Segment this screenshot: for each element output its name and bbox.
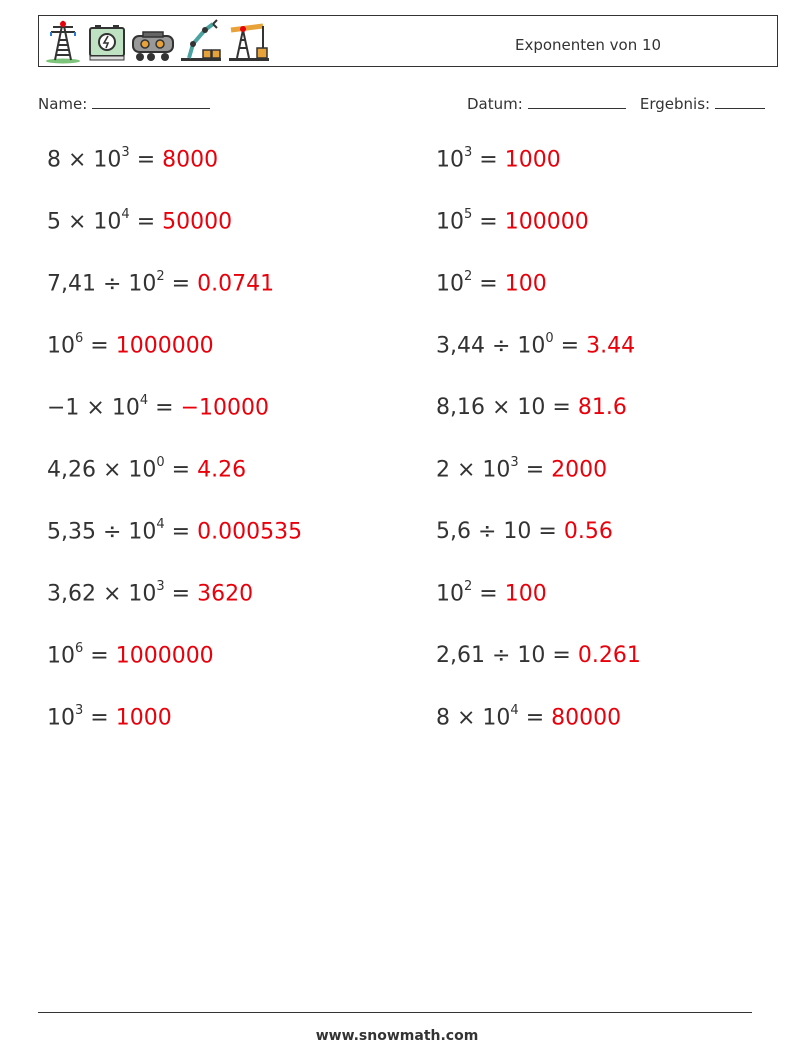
problem-expression: 7,41 ÷ 10 bbox=[47, 271, 157, 297]
equals-sign: = bbox=[148, 395, 181, 421]
name-label: Name: bbox=[38, 95, 88, 113]
problem-answer: 100000 bbox=[504, 209, 589, 235]
problem-exponent: 2 bbox=[464, 579, 473, 594]
problem-expression: 2 × 10 bbox=[436, 457, 511, 483]
name-blank[interactable] bbox=[92, 95, 210, 109]
battery-icon bbox=[87, 18, 127, 64]
problem-exponent: 3 bbox=[510, 455, 519, 470]
problem-expression: 8 × 10 bbox=[436, 705, 511, 731]
problem-exponent: 4 bbox=[139, 393, 149, 408]
header-box bbox=[38, 15, 778, 67]
problem-answer: 0.0741 bbox=[197, 271, 275, 297]
worksheet-title: Exponenten von 10 bbox=[515, 36, 662, 54]
problem-exponent: 5 bbox=[464, 207, 473, 222]
problem-expression: −1 × 10 bbox=[47, 395, 140, 421]
problem-exponent: 3 bbox=[464, 145, 473, 160]
equals-sign: = bbox=[472, 271, 505, 297]
problem-item bbox=[436, 705, 621, 730]
problem-item bbox=[436, 333, 635, 358]
date-blank[interactable] bbox=[528, 95, 626, 109]
result-blank[interactable] bbox=[715, 95, 765, 109]
problem-item bbox=[47, 147, 218, 172]
problem-expression: 4,26 × 10 bbox=[47, 457, 157, 483]
equals-sign: = bbox=[164, 457, 198, 483]
result-label: Ergebnis: bbox=[639, 95, 711, 113]
problem-exponent: 3 bbox=[75, 703, 84, 718]
problem-exponent: 0 bbox=[545, 331, 554, 346]
equals-sign: = bbox=[83, 333, 116, 359]
equals-sign: = bbox=[83, 643, 116, 669]
problem-answer: 4.26 bbox=[197, 457, 247, 483]
problem-item bbox=[436, 147, 561, 172]
equals-sign: = bbox=[518, 457, 552, 483]
problem-exponent: 4 bbox=[156, 517, 165, 532]
problem-answer: −10000 bbox=[180, 395, 269, 421]
equals-sign: = bbox=[545, 395, 578, 420]
tank-wagon-icon bbox=[131, 18, 175, 64]
problem-expression: 10 bbox=[47, 333, 75, 359]
problem-answer: 1000000 bbox=[115, 333, 214, 359]
equals-sign: = bbox=[531, 519, 564, 544]
problem-answer: 1000 bbox=[115, 705, 172, 731]
problem-answer: 100 bbox=[504, 581, 547, 607]
problem-item bbox=[47, 395, 269, 420]
problem-item bbox=[47, 333, 214, 358]
problem-expression: 10 bbox=[436, 147, 464, 173]
problem-answer: 1000000 bbox=[115, 643, 214, 669]
problem-answer: 0.000535 bbox=[197, 519, 303, 545]
problem-item bbox=[436, 457, 607, 482]
problem-exponent: 2 bbox=[464, 269, 473, 284]
problem-answer: 80000 bbox=[551, 705, 622, 731]
problem-exponent: 3 bbox=[156, 579, 165, 594]
problem-expression: 8,16 × 10 bbox=[436, 395, 546, 420]
problem-expression: 5,6 ÷ 10 bbox=[436, 519, 532, 544]
problem-item bbox=[47, 581, 253, 606]
problem-answer: 81.6 bbox=[577, 395, 627, 420]
problem-exponent: 0 bbox=[156, 455, 165, 470]
problem-item bbox=[436, 643, 641, 668]
problem-item bbox=[47, 271, 274, 296]
problem-item bbox=[436, 519, 613, 544]
problem-exponent: 2 bbox=[156, 269, 165, 284]
name-field bbox=[38, 95, 210, 113]
equals-sign: = bbox=[472, 581, 505, 607]
problem-expression: 10 bbox=[436, 209, 464, 235]
equals-sign: = bbox=[553, 333, 587, 359]
power-tower-icon bbox=[43, 18, 83, 64]
problem-exponent: 4 bbox=[121, 207, 130, 222]
problem-expression: 10 bbox=[436, 581, 464, 607]
header-icons bbox=[43, 18, 271, 64]
equals-sign: = bbox=[164, 519, 198, 545]
problem-item bbox=[47, 519, 302, 544]
problem-expression: 3,62 × 10 bbox=[47, 581, 157, 607]
problem-answer: 1000 bbox=[504, 147, 561, 173]
problem-answer: 2000 bbox=[551, 457, 608, 483]
equals-sign: = bbox=[518, 705, 552, 731]
problem-item bbox=[436, 209, 589, 234]
equals-sign: = bbox=[164, 581, 198, 607]
problem-item bbox=[47, 705, 172, 730]
problem-item bbox=[436, 581, 547, 606]
equals-sign: = bbox=[164, 271, 198, 297]
problem-item bbox=[436, 271, 547, 296]
problem-exponent: 6 bbox=[75, 331, 84, 346]
equals-sign: = bbox=[83, 705, 116, 731]
problem-answer: 3620 bbox=[197, 581, 254, 607]
problem-item bbox=[47, 457, 246, 482]
problem-answer: 0.261 bbox=[577, 643, 641, 668]
robot-arm-icon bbox=[179, 18, 223, 64]
problem-item bbox=[47, 209, 232, 234]
problem-expression: 2,61 ÷ 10 bbox=[436, 643, 546, 668]
problem-answer: 8000 bbox=[162, 147, 219, 173]
problem-exponent: 4 bbox=[510, 703, 519, 718]
equals-sign: = bbox=[472, 147, 505, 173]
problem-item bbox=[47, 643, 214, 668]
problem-answer: 3.44 bbox=[586, 333, 636, 359]
problem-expression: 5 × 10 bbox=[47, 209, 122, 235]
footer-divider bbox=[38, 1012, 752, 1013]
date-label: Datum: bbox=[467, 95, 523, 113]
problem-answer: 0.56 bbox=[563, 519, 613, 544]
equals-sign: = bbox=[129, 147, 163, 173]
equals-sign: = bbox=[545, 643, 578, 668]
problem-item bbox=[436, 395, 627, 420]
date-result-fields bbox=[467, 95, 765, 113]
equals-sign: = bbox=[472, 209, 505, 235]
problem-answer: 100 bbox=[504, 271, 547, 297]
problem-expression: 10 bbox=[47, 705, 75, 731]
footer-url: www.snowmath.com bbox=[315, 1028, 479, 1044]
problem-expression: 10 bbox=[47, 643, 75, 669]
equals-sign: = bbox=[129, 209, 163, 235]
problem-exponent: 6 bbox=[75, 641, 84, 656]
problem-expression: 5,35 ÷ 10 bbox=[47, 519, 157, 545]
problem-exponent: 3 bbox=[121, 145, 130, 160]
problem-expression: 3,44 ÷ 10 bbox=[436, 333, 546, 359]
oil-pump-icon bbox=[227, 18, 271, 64]
problem-answer: 50000 bbox=[162, 209, 233, 235]
problem-expression: 8 × 10 bbox=[47, 147, 122, 173]
problem-expression: 10 bbox=[436, 271, 464, 297]
